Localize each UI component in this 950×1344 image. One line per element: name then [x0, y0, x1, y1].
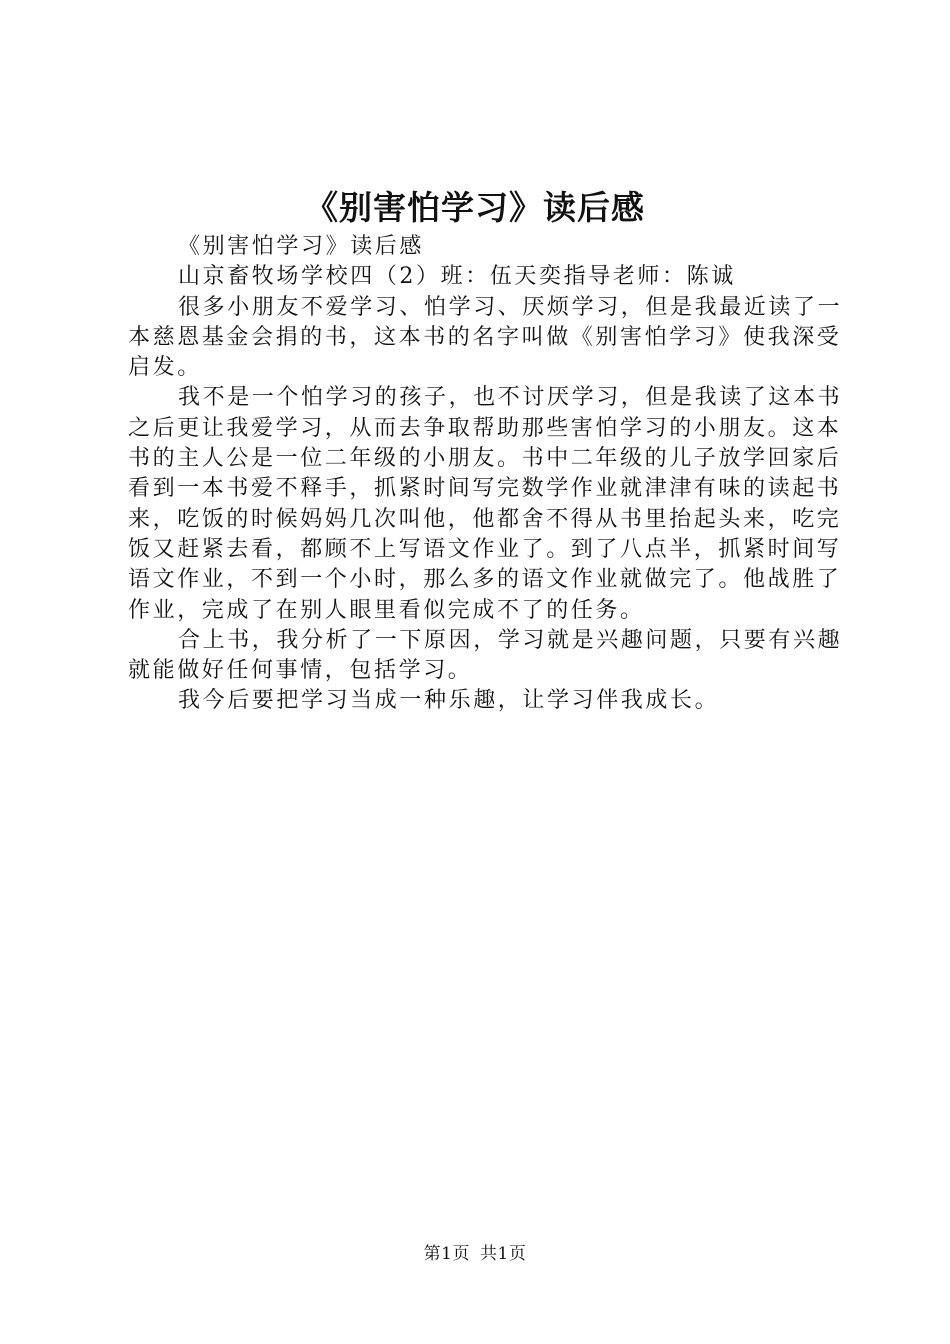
subtitle-paragraph: 《别害怕学习》读后感 — [178, 234, 425, 259]
page-footer — [0, 1242, 950, 1266]
body-paragraph: 很多小朋友不爱学习、怕学习、厌烦学习，但是我最近读了一本慈恩基金会捐的书，这本书的名字叫做《别害怕学习》使我深受启发。 — [128, 294, 843, 381]
author-line: 山京畜牧场学校四（2）班：伍天奕指导老师：陈诚 — [178, 264, 736, 290]
document-title: 《别害怕学习》读后感 — [305, 188, 645, 227]
page-number: 第1页 — [423, 1244, 470, 1264]
page-total: 共1页 — [480, 1244, 527, 1264]
body-paragraph: 我今后要把学习当成一种乐趣，让学习伴我成长。 — [178, 688, 720, 714]
body-paragraph: 合上书，我分析了一下原因，学习就是兴趣问题，只要有兴趣就能做好任何事情，包括学习。 — [128, 627, 843, 684]
body-paragraph: 我不是一个怕学习的孩子，也不讨厌学习，但是我读了这本书之后更让我爱学习，从而去争取帮助那些害怕学习的小朋友。这本书的主人公是一位二年级的小朋友。书中二年级的儿子放学回家后看到一本书爱不释手，抓紧时间写完数学作业就津津有味的读起书来，吃饭的时候妈妈几次叫他，他都舍不得从书里抬起头来，吃完饭又赶紧去看，都顾不上写语文作业了。到了八点半，抓紧时间写语文作业，不到一个小时，那么多的语文作业就做完了。他战胜了作业，完成了在别人眼里看似完成不了的任务。 — [128, 385, 843, 623]
document-body — [128, 232, 848, 717]
